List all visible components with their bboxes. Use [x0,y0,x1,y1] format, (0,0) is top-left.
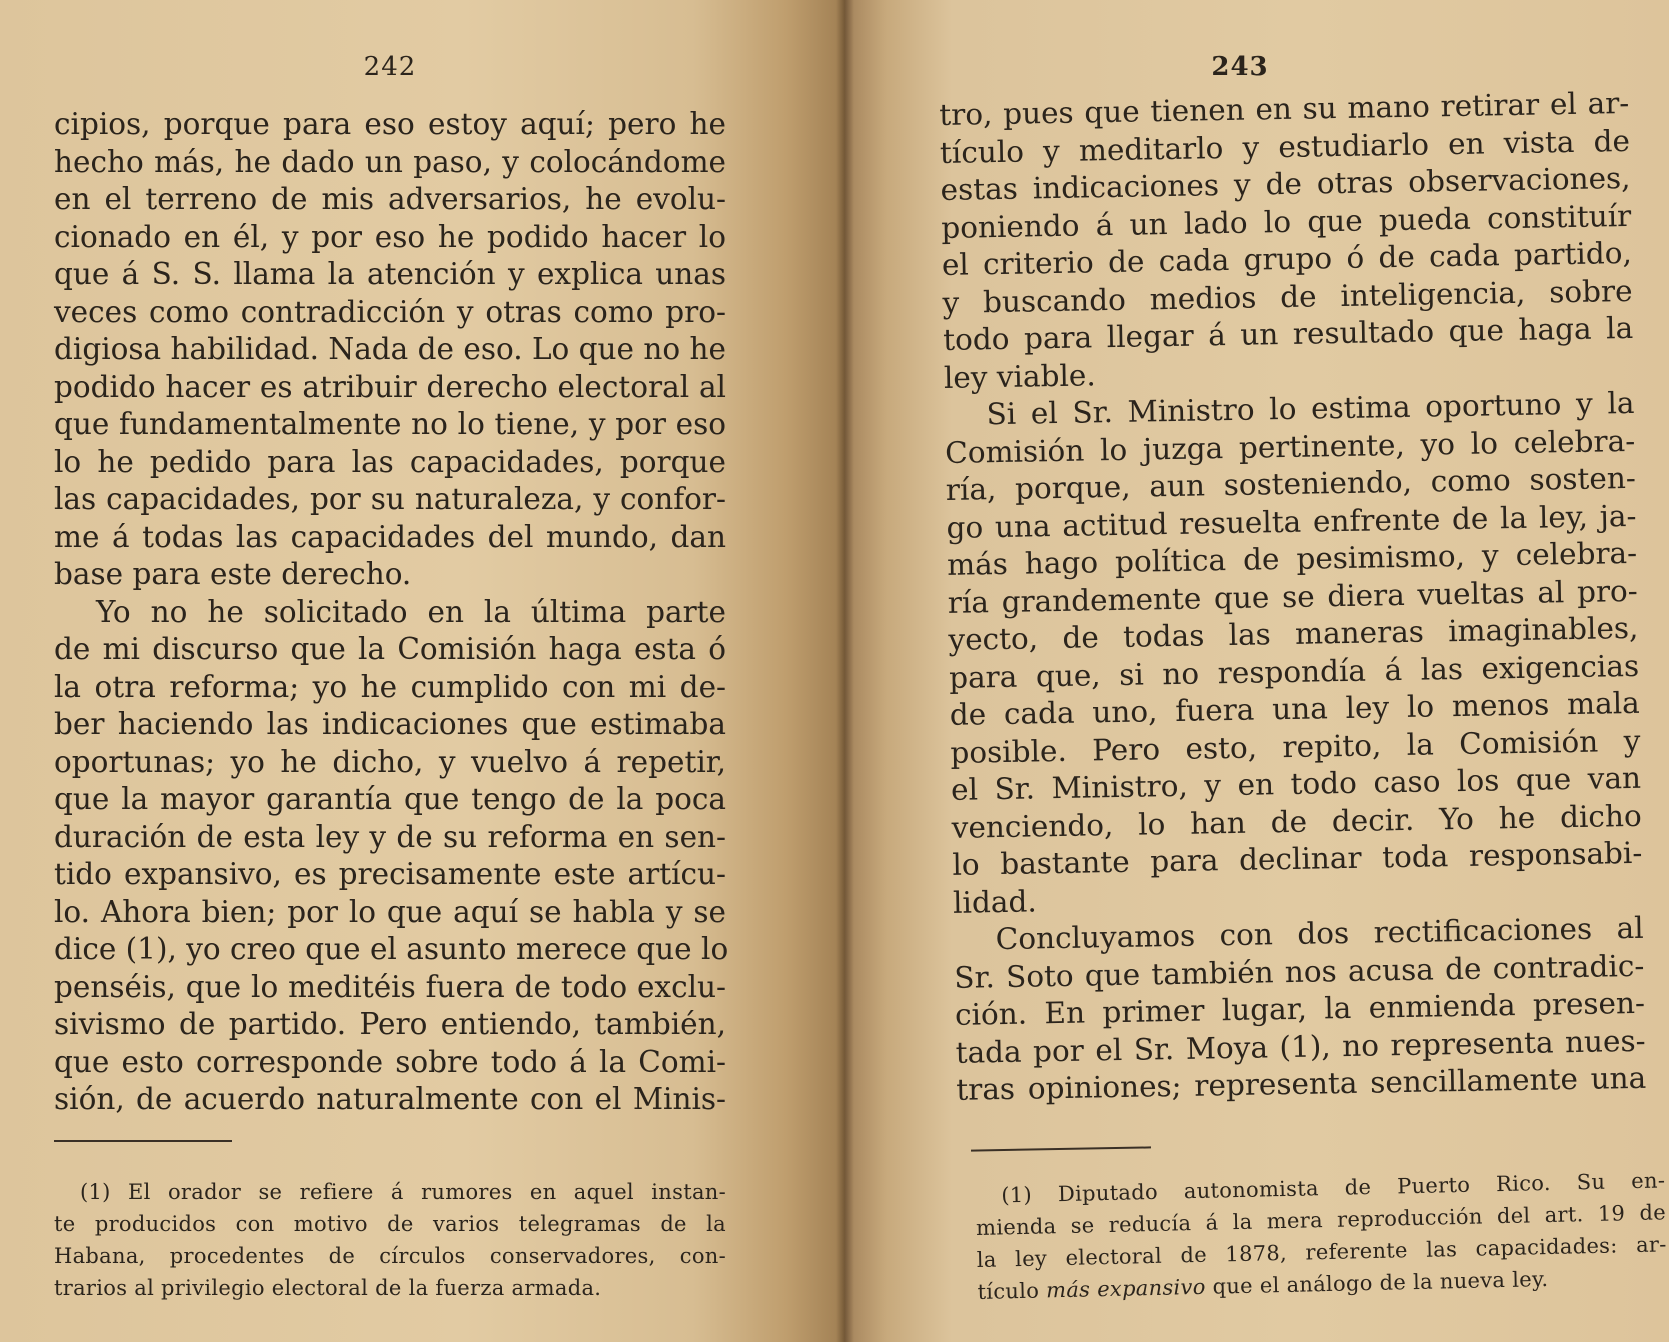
text-line: posible. Pero esto, repito, la Comisión y [950,723,1641,770]
text-line: podido hacer es atribuir derecho electoral al [54,369,726,404]
text-line: sivismo de partido. Pero entiendo, también, [54,1007,726,1041]
text-line: ción. En primer lugar, la enmienda presen- [954,985,1646,1032]
text-line: para que, si no respondía á las exigencias [948,648,1640,695]
footnote-line: trarios al privilegio electoral de la fuerza armada. [54,1276,602,1300]
footnote-line: Habana, procedentes de círculos conservadores, con- [54,1244,726,1268]
text-line: ber haciendo las indicaciones que estimaba [54,707,726,741]
text-line: lidad. [952,883,1037,920]
text-line: lo bastante para declinar toda responsabi- [952,835,1643,882]
text-line: venciendo, lo han de decir. Yo he dicho [951,798,1642,845]
text-line: Sr. Soto que también nos acusa de contradic- [954,948,1645,995]
text-line: penséis, que lo meditéis fuera de todo exclu- [54,969,726,1004]
footnote-line: (1) El orador se refiere á rumores en aquel instan- [80,1180,726,1204]
text-line: Yo no he solicitado en la última parte [96,594,726,629]
footnote-line: la ley electoral de 1878, referente las capacidades: ar- [976,1232,1667,1272]
footnote-italic-text: más expansivo [1045,1274,1206,1303]
text-line: lo. Ahora bien; por lo que aquí se habla y se [54,894,726,929]
text-line: ría, porque, aun sosteniendo, como sosten- [945,460,1637,507]
text-line: tículo y meditarlo y estudiarlo en vista de [939,123,1631,170]
text-line: las capacidades, por su naturaleza, y confor- [54,482,726,516]
text-line: tada por el Sr. Moya (1), no representa nues- [955,1023,1646,1070]
text-line: tido expansivo, es precisamente este artícu- [54,857,726,891]
text-line: base para este derecho. [54,557,412,591]
text-line: ley viable. [943,357,1096,395]
text-line: yecto, de todas las maneras imaginables, [948,610,1639,657]
footnote-rule [54,1140,232,1142]
text-line: poniendo á un lado lo que pueda constituír [940,198,1632,245]
text-line: en el terreno de mis adversarios, he evolu- [54,182,726,216]
text-line: go una actitud resuelta enfrente de la ley, ja- [946,498,1637,545]
body-text [939,85,1647,1109]
footnote-text: tículo [977,1278,1047,1304]
text-line: la otra reforma; yo he cumplido con mi de- [54,669,726,704]
text-line: que la mayor garantía que tengo de la poca [54,782,726,816]
text-line: sión, de acuerdo naturalmente con el Minis- [54,1082,726,1116]
footnote [975,1164,1668,1308]
book-gutter [836,0,854,1342]
footnote [54,1176,726,1304]
text-line: Concluyamos con dos rectificaciones al [995,910,1644,957]
text-line: veces como contradicción y otras como pro- [54,294,726,329]
text-line: me á todas las capacidades del mundo, dan [54,519,726,554]
right-page [845,0,1669,1342]
text-line: estas indicaciones y de otras observaciones, [940,160,1631,207]
text-line: dice (1), yo creo que el asunto merece que lo [54,932,729,966]
text-line: Comisión lo juzga pertinente, yo lo celebra- [944,423,1636,470]
footnote-line: (1) Diputado autonomista de Puerto Rico. Su en- [1001,1168,1666,1208]
body-text [54,106,729,1119]
footnote-line: mienda se reducía á la mera reproducción del art. 19 de [975,1200,1667,1240]
text-line: cionado en él, y por eso he podido hacer lo [54,219,726,254]
page-number: 243 [1211,52,1269,82]
text-line: que esto corresponde sobre todo á la Comi- [54,1044,726,1079]
text-line: hecho más, he dado un paso, y colocándome [54,144,726,179]
text-line: tras opiniones; representa sencillamente una [956,1060,1647,1107]
footnote-rule [971,1146,1151,1151]
text-line: digiosa habilidad. Nada de eso. Lo que no he [54,332,726,366]
text-line: Si el Sr. Ministro lo estima oportuno y la [986,385,1635,432]
text-line: y buscando medios de inteligencia, sobre [942,273,1633,320]
footnote-line: te producidos con motivo de varios telegramas de la [54,1212,726,1236]
text-line: todo para llegar á un resultado que haga la [942,310,1634,357]
text-line: duración de esta ley y de su reforma en sen- [54,819,726,854]
footnote-text: que el análogo de la nueva ley. [1205,1267,1549,1299]
text-line: ría grandemente que se diera vueltas al pro- [947,573,1639,620]
text-line: el Sr. Ministro, y en todo caso los que van [950,760,1642,807]
text-line: de cada uno, fuera una ley lo menos mala [949,685,1640,732]
text-line: tro, pues que tienen en su mano retirar el ar- [939,85,1630,132]
text-line: más hago política de pesimismo, y celebra- [946,535,1638,582]
page-number: 242 [363,52,417,82]
text-line: el criterio de cada grupo ó de cada partido, [941,235,1633,282]
text-line: lo he pedido para las capacidades, porque [54,444,726,479]
text-line: que á S. S. llama la atención y explica unas [54,257,726,291]
text-line: que fundamentalmente no lo tiene, y por eso [54,407,726,441]
text-line: oportunas; yo he dicho, y vuelvo á repetir, [54,744,726,779]
text-line: cipios, porque para eso estoy aquí; pero he [54,107,726,141]
text-line: de mi discurso que la Comisión haga esta ó [54,632,726,666]
